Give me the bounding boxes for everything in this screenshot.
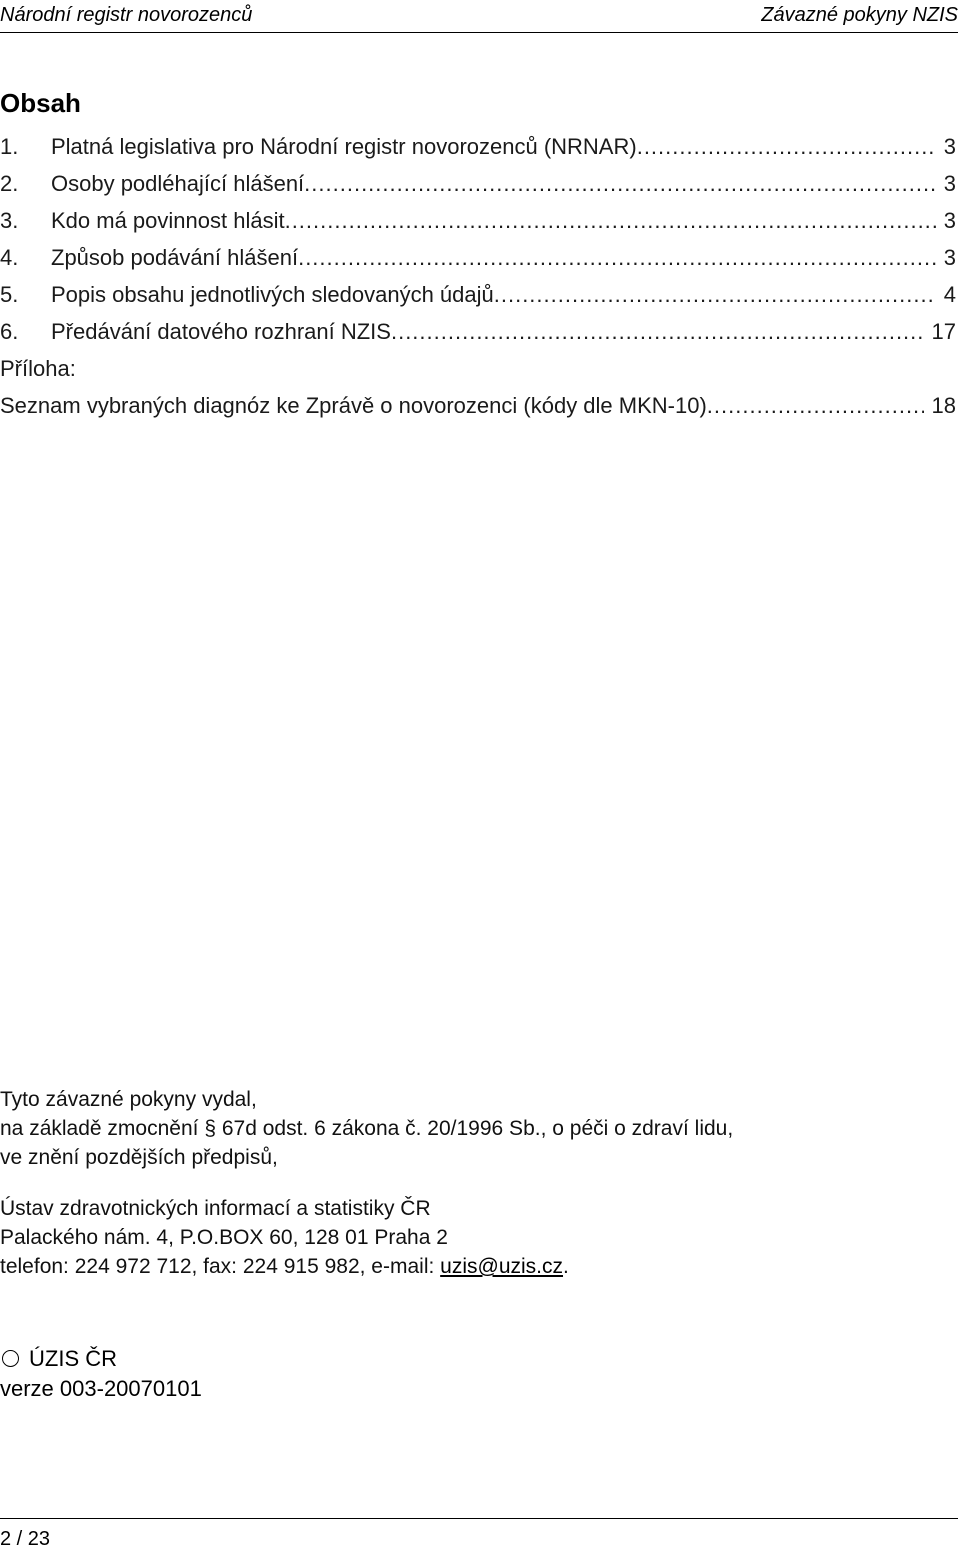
toc-dot-leader [391, 313, 924, 350]
organization-contact [0, 1252, 733, 1281]
toc-entry-1[interactable] [0, 128, 956, 165]
toc-entry-text: Způsob podávání hlášení [51, 245, 299, 270]
document-version: verze 003-20070101 [0, 1376, 202, 1401]
page-number: 2 / 23 [0, 1528, 51, 1550]
section-sign: § [204, 1117, 216, 1140]
toc-entry-page: 3 [943, 171, 956, 196]
toc-entry-text: Kdo má povinnost hlásit [51, 208, 285, 233]
organization-name: Ústav zdravotnických informací a statistiky ČR [0, 1197, 431, 1220]
toc-appendix-label: Příloha: [0, 356, 76, 381]
toc-entry-page: 3 [943, 134, 956, 159]
header-registry-title: Národní registr novorozenců [0, 4, 253, 26]
toc-entry-text: Předávání datového rozhraní NZIS [51, 319, 391, 344]
copyright-icon [2, 1350, 19, 1367]
footer-divider [0, 1518, 958, 1519]
imprint-text: na základě zmocnění [0, 1117, 199, 1140]
toc-dot-leader [707, 387, 924, 424]
toc-title: Obsah [0, 88, 81, 118]
toc-dot-leader [494, 276, 936, 313]
toc-dot-leader [285, 202, 936, 239]
header-divider [0, 32, 958, 33]
toc-entry-number: 6. [0, 319, 19, 344]
toc-entry-page: 18 [931, 393, 956, 418]
contact-suffix: . [563, 1255, 569, 1278]
page-header [0, 4, 960, 34]
toc-entry-text: Platná legislativa pro Národní registr novorozenců (NRNAR) [51, 134, 637, 159]
publisher-imprint [0, 1085, 733, 1281]
copyright-holder: ÚZIS ČR [29, 1346, 117, 1371]
toc-entry-page: 4 [943, 282, 956, 307]
imprint-text: 67d odst. 6 zákona č. 20/1996 Sb., o péči o zdraví lidu, [221, 1117, 734, 1140]
imprint-line: ve znění pozdějších předpisů, [0, 1146, 278, 1169]
imprint-line: Tyto závazné pokyny vydal, [0, 1088, 257, 1111]
organization-address: Palackého nám. 4, P.O.BOX 60, 128 01 Praha 2 [0, 1226, 448, 1249]
table-of-contents [0, 128, 956, 424]
toc-entry-number: 3. [0, 208, 19, 233]
email-link[interactable]: uzis@uzis.cz [440, 1255, 564, 1278]
toc-entry-number: 2. [0, 171, 19, 196]
header-document-title: Závazné pokyny NZIS [761, 4, 958, 26]
contact-text: telefon: 224 972 712, fax: 224 915 982, e-mail: [0, 1255, 435, 1278]
toc-entry-appendix[interactable] [0, 387, 956, 424]
toc-entry-5[interactable] [0, 276, 956, 313]
toc-entry-6[interactable] [0, 313, 956, 350]
toc-entry-2[interactable] [0, 165, 956, 202]
toc-dot-leader [637, 128, 936, 165]
toc-entry-text: Seznam vybraných diagnóz ke Zprávě o novorozenci (kódy dle MKN-10) [0, 393, 707, 418]
toc-dot-leader [298, 239, 936, 276]
copyright-line [0, 1344, 202, 1374]
toc-dot-leader [304, 165, 936, 202]
copyright-block [0, 1344, 202, 1404]
toc-entry-page: 3 [943, 245, 956, 270]
toc-entry-page: 17 [931, 319, 956, 344]
toc-entry-number: 1. [0, 134, 19, 159]
toc-entry-4[interactable] [0, 239, 956, 276]
toc-entry-number: 4. [0, 245, 19, 270]
imprint-legal-basis [0, 1114, 733, 1143]
toc-entry-page: 3 [943, 208, 956, 233]
toc-entry-number: 5. [0, 282, 19, 307]
toc-entry-3[interactable] [0, 202, 956, 239]
toc-entry-text: Osoby podléhající hlášení [51, 171, 305, 196]
toc-entry-text: Popis obsahu jednotlivých sledovaných údajů [51, 282, 494, 307]
